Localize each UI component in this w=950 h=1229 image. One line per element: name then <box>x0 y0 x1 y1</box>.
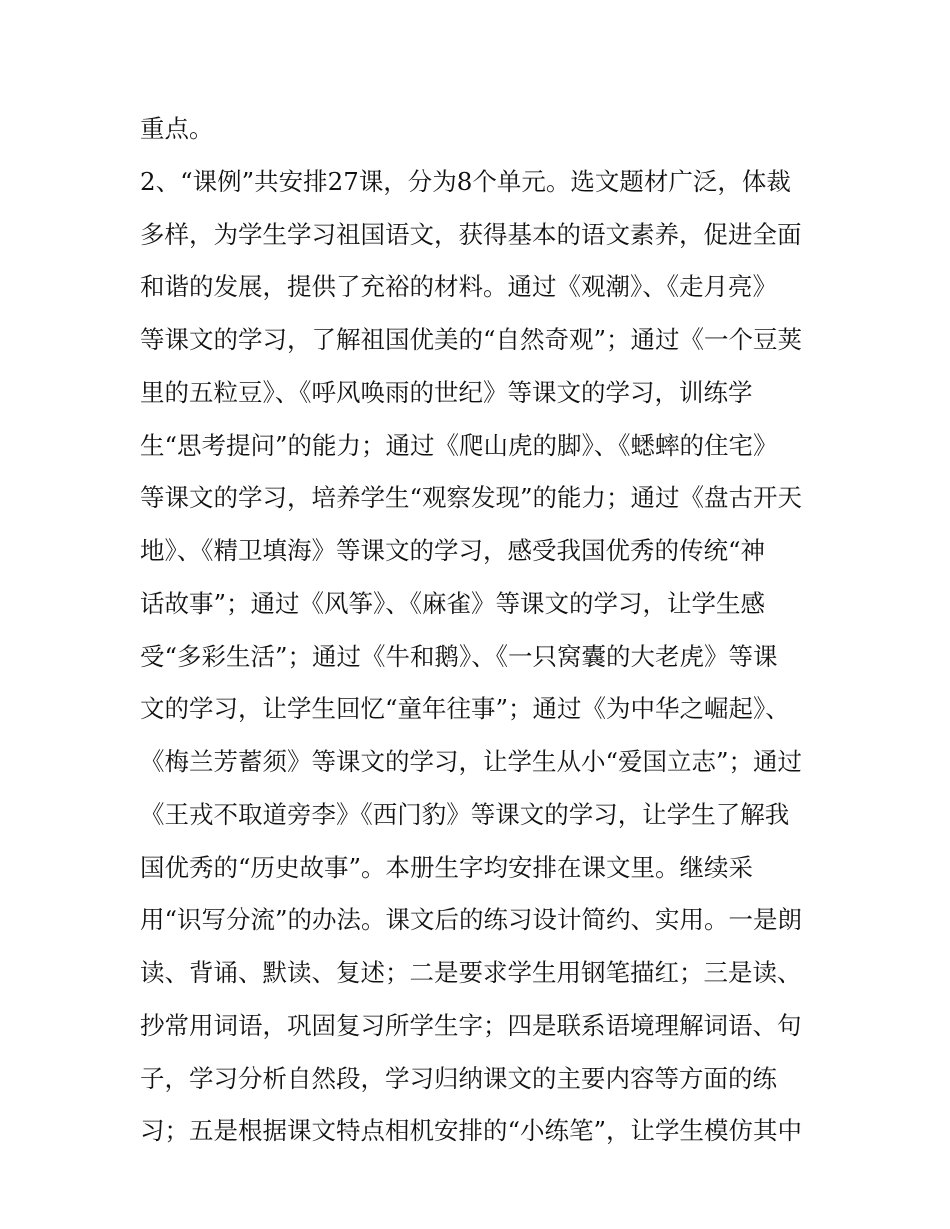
text-line: 文的学习，让学生回忆“童年往事”；通过《为中华之崛起》、 <box>140 694 790 724</box>
text-line: 《王戎不取道旁李》《西门豹》等课文的学习，让学生了解我 <box>140 799 790 829</box>
text-line: 里的五粒豆》、《呼风唤雨的世纪》等课文的学习，训练学 <box>140 377 753 407</box>
text-line: 生“思考提问”的能力；通过《爬山虎的脚》、《蟋蟀的住宅》 <box>140 430 778 460</box>
text-line: 和谐的发展，提供了充裕的材料。通过《观潮》、《走月亮》 <box>140 272 777 302</box>
text-line: 读、背诵、默读、复述；二是要求学生用钢笔描红；三是读、 <box>140 958 802 987</box>
text-line: 国优秀的“历史故事”。本册生字均安排在课文里。继续采 <box>140 852 754 882</box>
body-text <box>140 106 820 1161</box>
text-line: 话故事”；通过《风筝》、《麻雀》等课文的学习，让学生感 <box>140 588 766 618</box>
text-line: 《梅兰芳蓄须》等课文的学习，让学生从小“爱国立志”；通过 <box>140 747 803 776</box>
text-line: 地》、《精卫填海》等课文的学习，感受我国优秀的传统“神 <box>140 536 766 565</box>
text-line: 等课文的学习，了解祖国优美的“自然奇观”；通过《一个豆荚 <box>140 325 803 354</box>
text-line: 子，学习分析自然段，学习归纳课文的主要内容等方面的练 <box>140 1063 777 1093</box>
text-line: 抄常用词语，巩固复习所学生字；四是联系语境理解词语、句 <box>140 1010 802 1040</box>
text-line: 受“多彩生活”；通过《牛和鹅》、《一只窝囊的大老虎》等课 <box>140 641 778 671</box>
text-line: 多样，为学生学习祖国语文，获得基本的语文素养，促进全面 <box>140 219 802 249</box>
text-line: 习；五是根据课文特点相机安排的“小练笔”，让学生模仿其中 <box>140 1116 803 1146</box>
text-line: 用“识写分流”的办法。课文后的练习设计简约、实用。一是朗 <box>140 905 803 935</box>
text-line: 等课文的学习，培养学生“观察发现”的能力；通过《盘古开天 <box>140 483 803 513</box>
text-line: 重点。 <box>140 114 214 143</box>
text-line: 2、“课例”共安排27课，分为8个单元。选文题材广泛，体裁 <box>140 166 791 196</box>
